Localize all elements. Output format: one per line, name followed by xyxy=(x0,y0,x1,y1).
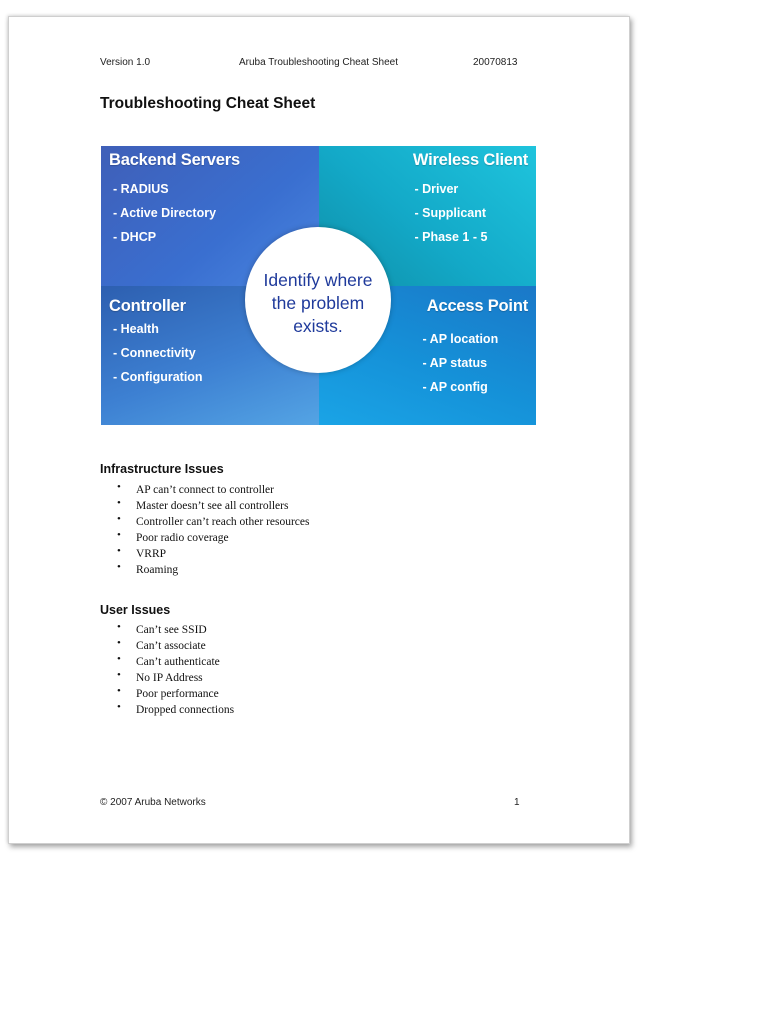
troubleshooting-quadrant-graphic xyxy=(101,146,536,425)
list-item: • Dropped connections xyxy=(117,702,234,718)
center-callout-circle xyxy=(245,227,391,373)
quadrant-item: - AP config xyxy=(422,379,488,394)
center-callout-line: the problem xyxy=(271,293,365,313)
header-version: Version 1.0 xyxy=(100,57,151,68)
document-page xyxy=(8,16,630,844)
list-item: • Roaming xyxy=(117,562,310,578)
quadrant-item: - Active Directory xyxy=(113,206,217,220)
quadrant-item: - Health xyxy=(113,321,159,336)
quadrant-list xyxy=(415,182,488,254)
quadrant-item: - DHCP xyxy=(113,230,157,244)
header-date: 20070813 xyxy=(473,57,518,68)
list-item: • Poor radio coverage xyxy=(117,530,310,546)
infrastructure-issues-list xyxy=(117,482,310,578)
list-item: • Master doesn’t see all controllers xyxy=(117,498,310,514)
list-item: • Can’t authenticate xyxy=(117,654,234,670)
center-callout-line: exists. xyxy=(293,316,343,336)
quadrant-item: - AP status xyxy=(422,355,488,370)
quadrant-item: - Supplicant xyxy=(414,206,487,220)
quadrant-heading: Controller xyxy=(109,296,186,315)
list-item: • Can’t see SSID xyxy=(117,622,234,638)
quadrant-heading: Wireless Client xyxy=(412,151,528,169)
footer-copyright: © 2007 Aruba Networks xyxy=(100,797,206,808)
list-item: • Poor performance xyxy=(117,686,234,702)
section-heading-user: User Issues xyxy=(100,603,171,617)
quadrant-item: - Phase 1 - 5 xyxy=(414,230,488,244)
section-heading-infrastructure: Infrastructure Issues xyxy=(100,462,224,476)
footer-page-number: 1 xyxy=(514,797,520,808)
quadrant-item: - Driver xyxy=(414,182,459,196)
quadrant-list xyxy=(113,182,216,254)
quadrant-item: - RADIUS xyxy=(113,182,169,196)
quadrant-heading: Backend Servers xyxy=(109,151,240,169)
list-item: • Controller can’t reach other resources xyxy=(117,514,310,530)
user-issues-list xyxy=(117,622,234,718)
list-item: • Can’t associate xyxy=(117,638,234,654)
quadrant-list xyxy=(423,332,499,404)
list-item: • No IP Address xyxy=(117,670,234,686)
quadrant-item: - Configuration xyxy=(113,369,203,384)
page-title: Troubleshooting Cheat Sheet xyxy=(100,95,316,112)
quadrant-heading: Access Point xyxy=(426,296,528,315)
header-document-title: Aruba Troubleshooting Cheat Sheet xyxy=(239,57,398,68)
quadrant-list xyxy=(113,322,203,394)
quadrant-item: - Connectivity xyxy=(113,345,196,360)
list-item: • VRRP xyxy=(117,546,310,562)
list-item: • AP can’t connect to controller xyxy=(117,482,310,498)
quadrant-item: - AP location xyxy=(422,331,499,346)
center-callout-line: Identify where xyxy=(263,270,373,290)
